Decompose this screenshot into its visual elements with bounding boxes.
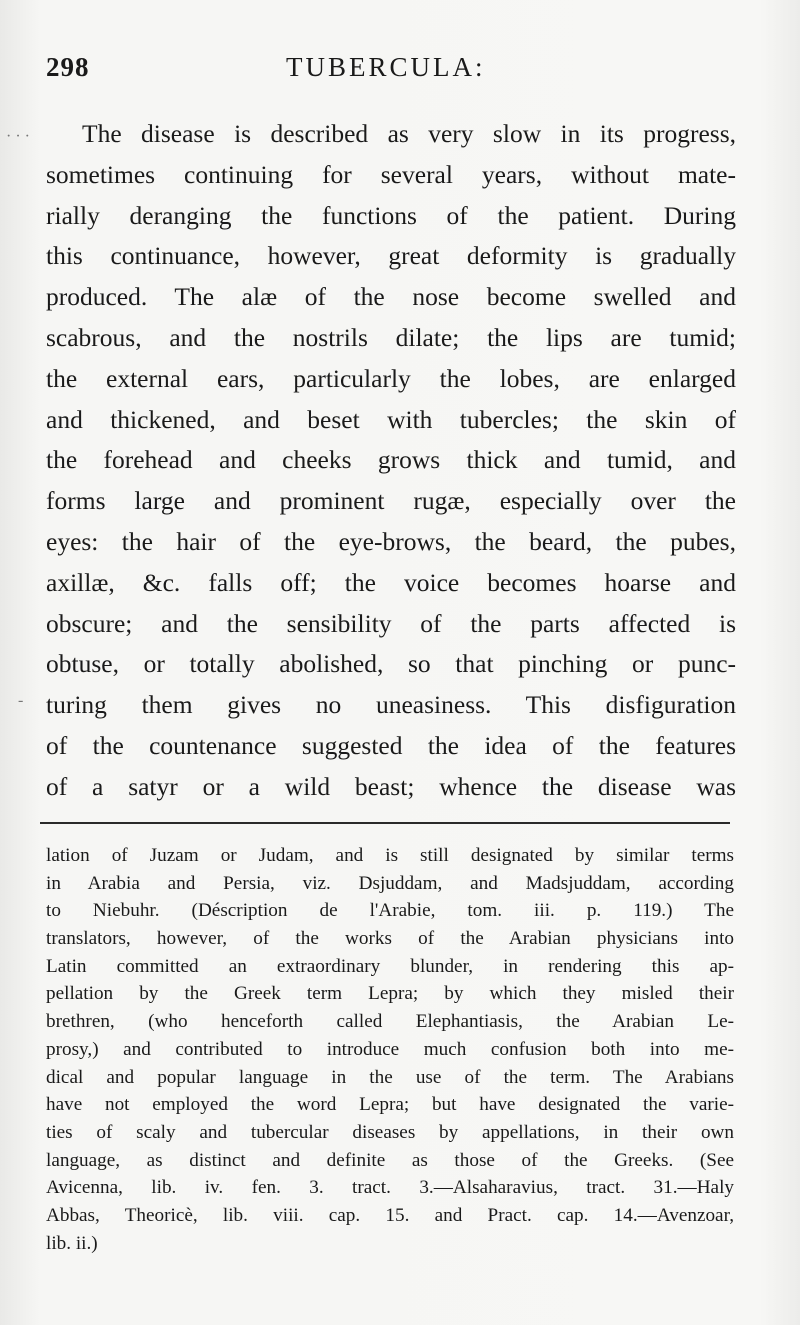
footnote-line: to Niebuhr. (Déscription de l'Arabie, tom. iii. p. 119.) The — [46, 900, 734, 922]
footnote-line: ties of scaly and tubercular diseases by appellations, in their own — [46, 1121, 734, 1143]
body-line: and thickened, and beset with tubercles; the skin of — [46, 404, 736, 434]
footnote-line: Abbas, Theoricè, lib. viii. cap. 15. and Pract. cap. 14.—Avenzoar, — [46, 1204, 734, 1226]
body-line: scabrous, and the nostrils dilate; the lips are tumid; — [46, 322, 736, 352]
footnote-line: Avicenna, lib. iv. fen. 3. tract. 3.—Alsaharavius, tract. 31.—Haly — [46, 1177, 734, 1199]
footnote-line: brethren, (who henceforth called Elephantiasis, the Arabian Le- — [46, 1011, 734, 1033]
footnote-line: have not employed the word Lepra; but have designated the varie- — [46, 1094, 734, 1116]
footnote-line: lation of Juzam or Judam, and is still designated by similar terms — [46, 845, 734, 866]
body-line: axillæ, &c. falls off; the voice becomes hoarse and — [46, 567, 736, 597]
footnote-line: pellation by the Greek term Lepra; by which they misled their — [46, 983, 734, 1005]
body-line: The disease is described as very slow in its progress, — [82, 119, 736, 148]
footnote-line: in Arabia and Persia, viz. Dsjuddam, and Madsjuddam, according — [46, 872, 734, 894]
footnote-line: translators, however, of the works of the Arabian physicians into — [46, 928, 734, 950]
body-text — [46, 114, 736, 808]
footnote-line: prosy,) and contributed to introduce much confusion both into me- — [46, 1038, 734, 1060]
body-line: eyes: the hair of the eye-brows, the beard, the pubes, — [46, 526, 736, 556]
page-number: 298 — [46, 52, 90, 82]
page-header — [46, 52, 746, 92]
running-head: TUBERCULA: — [286, 52, 486, 82]
body-line: rially deranging the functions of the patient. During — [46, 200, 736, 230]
body-line: turing them gives no uneasiness. This disfiguration — [46, 690, 736, 720]
body-line: produced. The alæ of the nose become swelled and — [46, 282, 736, 312]
footnote-line: lib. ii.) — [46, 1232, 98, 1254]
margin-tick-mark: - — [18, 692, 24, 709]
body-line: the forehead and cheeks grows thick and tumid, and — [46, 445, 736, 475]
margin-dots-mark: · · · — [6, 128, 30, 145]
body-line: obtuse, or totally abolished, so that pinching or punc- — [46, 649, 736, 679]
footnote-line: Latin committed an extraordinary blunder, in rendering this ap- — [46, 955, 734, 977]
footnote-rule — [40, 822, 730, 824]
body-line: of the countenance suggested the idea of the features — [46, 730, 736, 760]
body-line: this continuance, however, great deformity is gradually — [46, 241, 736, 271]
body-line: obscure; and the sensibility of the parts affected is — [46, 608, 736, 638]
body-line: the external ears, particularly the lobes, are enlarged — [46, 363, 736, 393]
footnote-line: dical and popular language in the use of the term. The Arabians — [46, 1066, 734, 1088]
footnote — [46, 842, 734, 1257]
footnote-line: language, as distinct and definite as those of the Greeks. (See — [46, 1149, 734, 1171]
body-line: of a satyr or a wild beast; whence the disease was — [46, 771, 736, 801]
body-line: forms large and prominent rugæ, especially over the — [46, 486, 736, 516]
body-line: sometimes continuing for several years, without mate- — [46, 159, 736, 189]
